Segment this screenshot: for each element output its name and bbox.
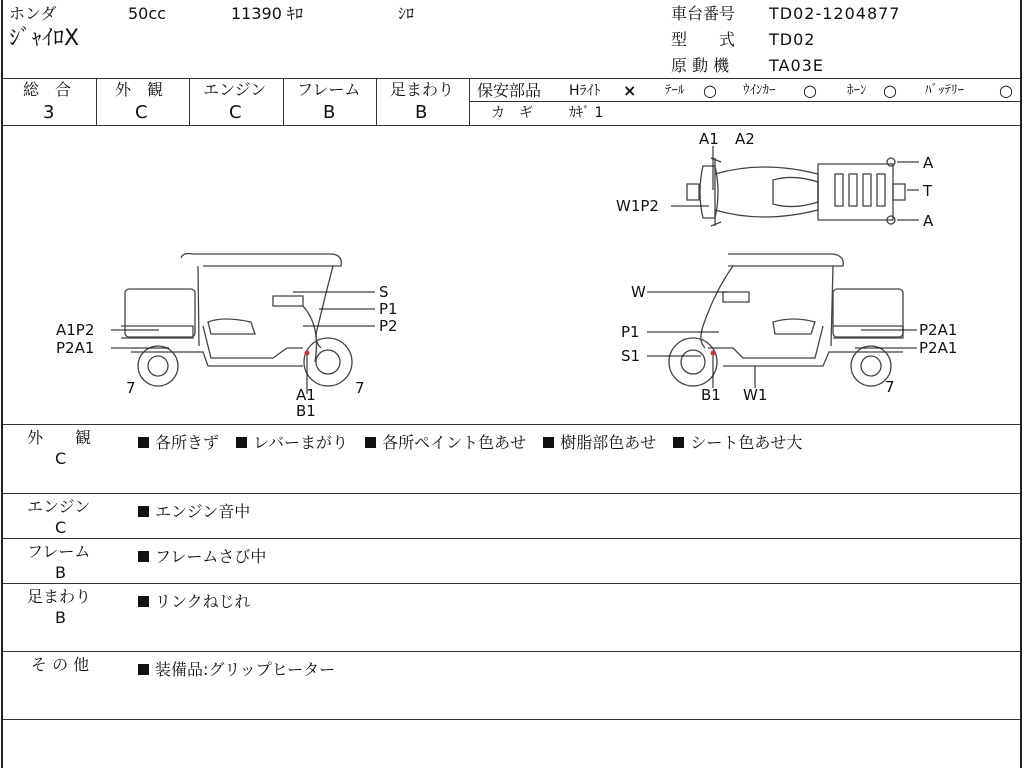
- exterior-grade: C: [135, 102, 148, 123]
- remark-label-other: そ の 他: [31, 655, 90, 674]
- remark-label-engine: エンジン: [27, 497, 91, 516]
- divider: [3, 78, 1020, 79]
- right-label-p2a1: P2A1: [919, 321, 958, 339]
- engine-grade: C: [229, 102, 242, 123]
- key-count: ｶｷﾞ 1: [569, 105, 604, 121]
- remark-grade-exterior: C: [55, 449, 67, 468]
- left-side-scooter: [121, 254, 352, 387]
- mileage: 11390 ｷﾛ: [231, 4, 303, 23]
- engine-value: TA03E: [769, 56, 824, 75]
- top-label-w1p2: W1P2: [616, 197, 659, 215]
- engine-label: 原 動 機: [671, 56, 730, 75]
- left-label-p1: P1: [379, 300, 398, 318]
- frame-no: TD02-1204877: [769, 4, 901, 23]
- remark-item: 各所ペイント色あせ: [382, 433, 527, 452]
- diagram-labels: [56, 130, 957, 420]
- left-label-s: S: [379, 283, 389, 301]
- frame-no-label: 車台番号: [671, 4, 736, 23]
- remark-label-frame: フレーム: [27, 542, 91, 561]
- frame-grade-label: フレーム: [297, 80, 361, 99]
- suspension-grade-label: 足まわり: [390, 80, 455, 99]
- right-label-p1: P1: [621, 323, 640, 341]
- remark-items-frame: [138, 544, 278, 567]
- tail-status: ○: [703, 81, 717, 100]
- divider: [3, 424, 1020, 425]
- top-view-scooter: [687, 158, 905, 226]
- headlight-label: Hﾗｲﾄ: [569, 83, 601, 99]
- remark-label-suspension: 足まわり: [27, 587, 92, 606]
- top-label-a2: A2: [735, 130, 755, 148]
- remark-items-suspension: [138, 589, 263, 612]
- frame-grade: B: [323, 102, 336, 123]
- remark-label-exterior: 外 観: [27, 428, 92, 447]
- top-label-a1: A1: [699, 130, 719, 148]
- remark-item: フレームさび中: [155, 547, 267, 566]
- divider: [469, 101, 1020, 102]
- remark-item: レバーまがり: [253, 433, 348, 452]
- displacement: 50cc: [128, 4, 166, 23]
- remark-items-other: [138, 657, 347, 680]
- divider: [3, 651, 1020, 652]
- remark-grade-suspension: B: [55, 608, 66, 627]
- headlight-status: ×: [623, 81, 637, 100]
- maker: ホンダ: [9, 4, 57, 23]
- suspension-grade: B: [415, 102, 428, 123]
- engine-grade-label: エンジン: [203, 80, 267, 99]
- type-label: 型 式: [671, 30, 736, 49]
- battery-status: ○: [999, 81, 1013, 100]
- left-label-p2: P2: [379, 317, 398, 335]
- left-label-a1p2: A1P2: [56, 321, 95, 339]
- winker-status: ○: [803, 81, 817, 100]
- left-label-p2a1: P2A1: [56, 339, 95, 357]
- safety-label: 保安部品: [477, 81, 542, 100]
- divider: [3, 719, 1020, 720]
- left-label-a1: A1: [296, 386, 316, 404]
- key-label: カ ギ: [491, 105, 533, 121]
- divider: [283, 78, 284, 125]
- remark-item: 装備品:グリップヒーター: [155, 660, 336, 679]
- divider: [3, 583, 1020, 584]
- top-label-a: A: [923, 212, 934, 230]
- left-label-7: 7: [126, 379, 136, 397]
- top-label-t: T: [923, 182, 933, 200]
- exterior-label: 外 観: [115, 80, 164, 99]
- remark-item: 樹脂部色あせ: [560, 433, 657, 452]
- remark-item: シート色あせ大: [690, 433, 803, 452]
- divider: [96, 78, 97, 125]
- right-side-scooter: [669, 254, 903, 386]
- remark-item: エンジン音中: [155, 502, 251, 521]
- right-label-w1: W1: [743, 386, 768, 404]
- divider: [376, 78, 377, 125]
- remark-grade-engine: C: [55, 518, 67, 537]
- divider: [3, 538, 1020, 539]
- model-name: ｼﾞｬｲﾛX: [9, 26, 80, 51]
- left-label-7: 7: [355, 379, 365, 397]
- remark-item: リンクねじれ: [155, 592, 251, 611]
- overall-grade: 3: [43, 102, 55, 123]
- tail-label: ﾃｰﾙ: [665, 83, 685, 98]
- type-value: TD02: [769, 30, 816, 49]
- battery-label: ﾊﾞｯﾃﾘｰ: [925, 83, 964, 98]
- remark-grade-frame: B: [55, 563, 66, 582]
- right-label-w: W: [631, 283, 646, 301]
- damage-diagram: [3, 126, 1023, 424]
- right-label-s1: S1: [621, 347, 641, 365]
- divider: [3, 493, 1020, 494]
- horn-label: ﾎｰﾝ: [847, 83, 867, 98]
- horn-status: ○: [883, 81, 897, 100]
- overall-label: 総 合: [23, 80, 72, 99]
- remark-item: 各所きず: [155, 433, 220, 452]
- right-label-7: 7: [885, 378, 895, 396]
- right-label-p2a1: P2A1: [919, 339, 958, 357]
- winker-label: ｳｲﾝｶｰ: [743, 83, 776, 98]
- top-label-a: A: [923, 154, 934, 172]
- right-label-b1: B1: [701, 386, 721, 404]
- color: ｼﾛ: [398, 4, 415, 23]
- remark-items-engine: [138, 499, 262, 522]
- divider: [189, 78, 190, 125]
- left-label-b1: B1: [296, 402, 316, 420]
- inspection-sheet: [1, 0, 1022, 768]
- remark-items-exterior: [138, 430, 814, 453]
